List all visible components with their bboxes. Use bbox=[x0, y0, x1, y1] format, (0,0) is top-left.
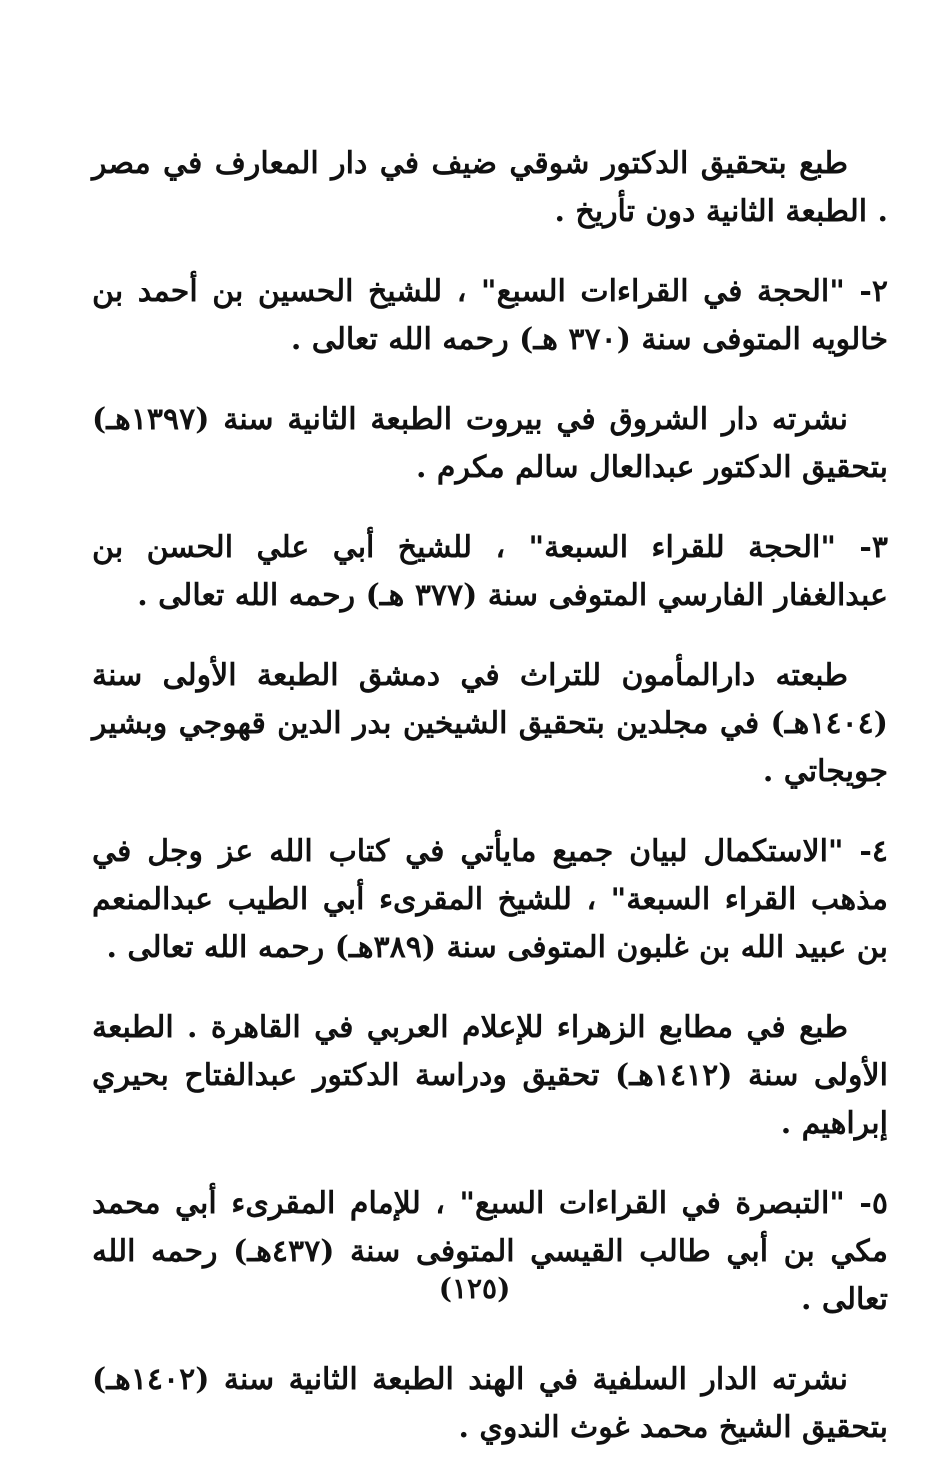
paragraph-edition-note-4: طبع في مطابع الزهراء للإعلام العربي في القاهرة . الطبعة الأولى سنة (١٤١٢هـ) تحقيق ودراسة الدكتور عبدالفتاح بحيري إبراهيم . bbox=[92, 1010, 888, 1141]
paragraph-edition-note-5: نشرته الدار السلفية في الهند الطبعة الثانية سنة (١٤٠٢هـ) بتحقيق الشيخ محمد غوث الندوي . bbox=[92, 1362, 888, 1445]
paragraph-edition-note-3: طبعته دارالمأمون للتراث في دمشق الطبعة الأولى سنة (١٤٠٤هـ) في مجلدين بتحقيق الشيخين بدر الدين قهوجي وبشير جويجاتي . bbox=[92, 658, 888, 789]
paragraph-entry-4: ٤- "الاستكمال لبيان جميع مايأتي في كتاب الله عز وجل في مذهب القراء السبعة" ، للشيخ المقرىء أبي الطيب عبدالمنعم بن عبيد الله بن غلبون المتوفى سنة (٣٨٩هـ) رحمه الله تعالى . bbox=[92, 834, 888, 965]
page-number: (١٢٥) bbox=[438, 1272, 511, 1305]
paragraph-entry-5: ٥- "التبصرة في القراءات السبع" ، للإمام المقرىء أبي محمد مكي بن أبي طالب القيسي المتوفى سنة (٤٣٧هـ) رحمه الله تعالى . bbox=[92, 1186, 888, 1317]
paragraph-entry-3: ٣- "الحجة للقراء السبعة" ، للشيخ أبي علي الحسن بن عبدالغفار الفارسي المتوفى سنة (٣٧٧ هـ) رحمه الله تعالى . bbox=[92, 530, 888, 613]
paragraph-entry-2: ٢- "الحجة في القراءات السبع" ، للشيخ الحسين بن أحمد بن خالويه المتوفى سنة (٣٧٠ هـ) رحمه الله تعالى . bbox=[92, 274, 888, 357]
paragraph-edition-note-2: نشرته دار الشروق في بيروت الطبعة الثانية سنة (١٣٩٧هـ) بتحقيق الدكتور عبدالعال سالم مكرم . bbox=[92, 402, 888, 485]
paragraph-edition-note-1: طبع بتحقيق الدكتور شوقي ضيف في دار المعارف في مصر . الطبعة الثانية دون تأريخ . bbox=[92, 146, 888, 229]
